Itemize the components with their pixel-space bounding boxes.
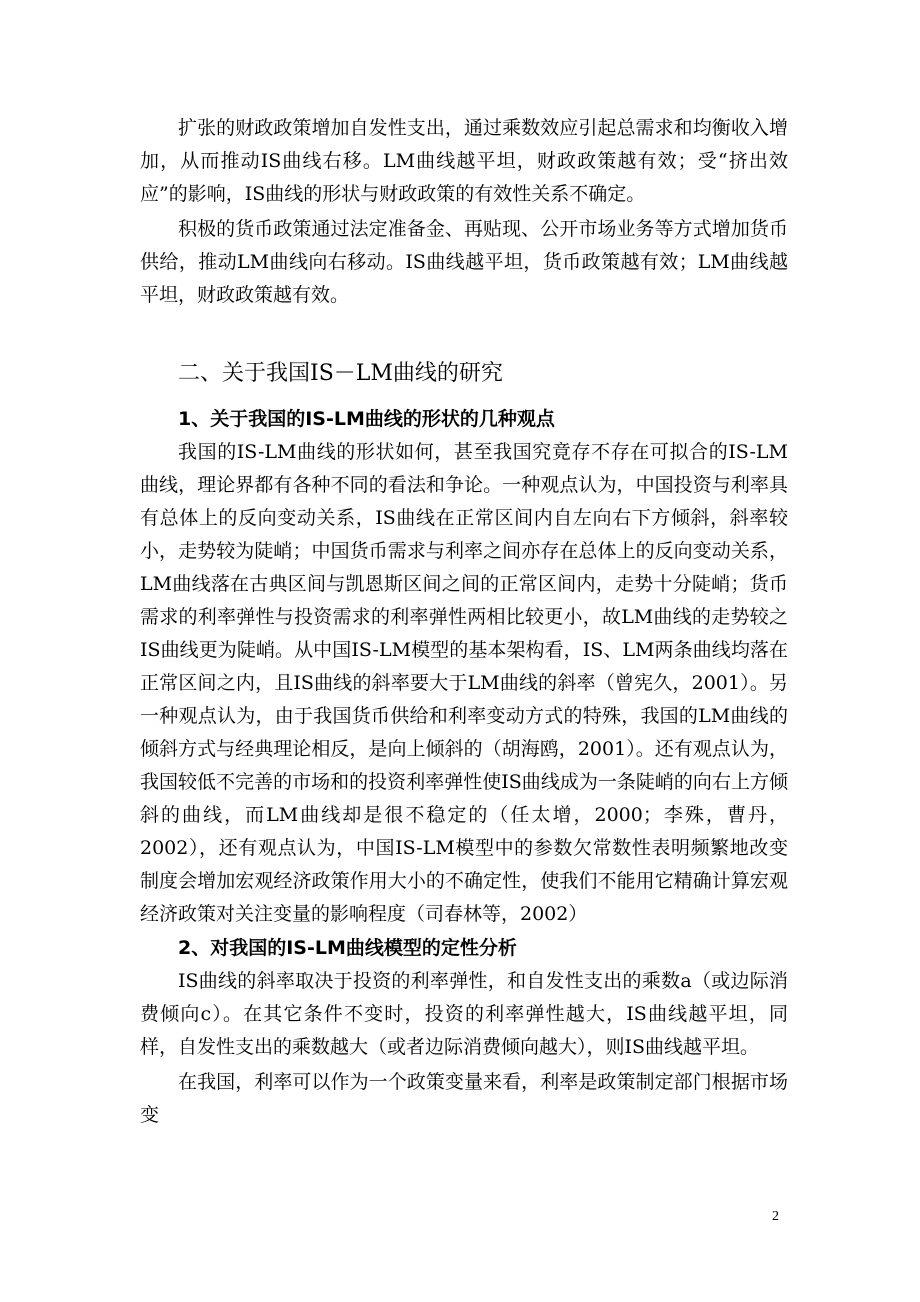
paragraph-monetary-policy: 积极的货币政策通过法定准备金、再贴现、公开市场业务等方式增加货币供给，推动LM曲线向右移动。IS曲线越平坦，货币政策越有效；LM曲线越平坦，财政政策越有效。 xyxy=(140,218,788,306)
section-heading: 二、关于我国IS－LM曲线的研究 xyxy=(178,361,503,386)
subheading-qualitative-analysis: 2、对我国的IS-LM曲线模型的定性分析 xyxy=(178,937,517,959)
document-body xyxy=(140,112,788,1132)
paragraph-is-slope: IS曲线的斜率取决于投资的利率弹性，和自发性支出的乘数a（或边际消费倾向c）。在其它条件不变时，投资的利率弹性越大，IS曲线越平坦，同样，自发性支出的乘数越大（或者边际消费倾向越大），则IS曲线越平坦。 xyxy=(140,970,788,1058)
page-number: 2 xyxy=(772,1209,779,1224)
subheading-shape-views: 1、关于我国的IS-LM曲线的形状的几种观点 xyxy=(178,408,555,430)
paragraph-fiscal-policy: 扩张的财政政策增加自发性支出，通过乘数效应引起总需求和均衡收入增加，从而推动IS曲线右移。LM曲线越平坦，财政政策越有效；受“挤出效应”的影响，IS曲线的形状与财政政策的有效性关系不确定。 xyxy=(140,117,788,205)
paragraph-shape-views: 我国的IS-LM曲线的形状如何，甚至我国究竟存不存在可拟合的IS-LM曲线，理论界都有各种不同的看法和争论。一种观点认为，中国投资与利率具有总体上的反向变动关系，IS曲线在正常区间内自左向右下方倾斜，斜率较小，走势较为陡峭；中国货币需求与利率之间亦存在总体上的反向变动关系，LM曲线落在古典区间与凯恩斯区间之间的正常区间内，走势十分陡峭；货币需求的利率弹性与投资需求的利率弹性两相比较更小，故LM曲线的走势较之IS曲线更为陡峭。从中国IS-LM模型的基本架构看，IS、LM两条曲线均落在正常区间之内，且IS曲线的斜率要大于LM曲线的斜率（曾宪久，2001）。另一种观点认为，由于我国货币供给和利率变动方式的特殊，我国的LM曲线的倾斜方式与经典理论相反，是向上倾斜的（胡海鸥，2001）。还有观点认为，我国较低不完善的市场和的投资利率弹性使IS曲线成为一条陡峭的向右上方倾斜的曲线，而LM曲线却是很不稳定的（任太增，2000；李殊，曹丹，2002），还有观点认为，中国IS-LM模型中的参数欠常数性表明频繁地改变制度会增加宏观经济政策作用大小的不确定性，使我们不能用它精确计算宏观经济政策对关注变量的影响程度（司春林等，2002） xyxy=(140,441,788,925)
paragraph-interest-rate: 在我国，利率可以作为一个政策变量来看，利率是政策制定部门根据市场变 xyxy=(140,1071,788,1126)
